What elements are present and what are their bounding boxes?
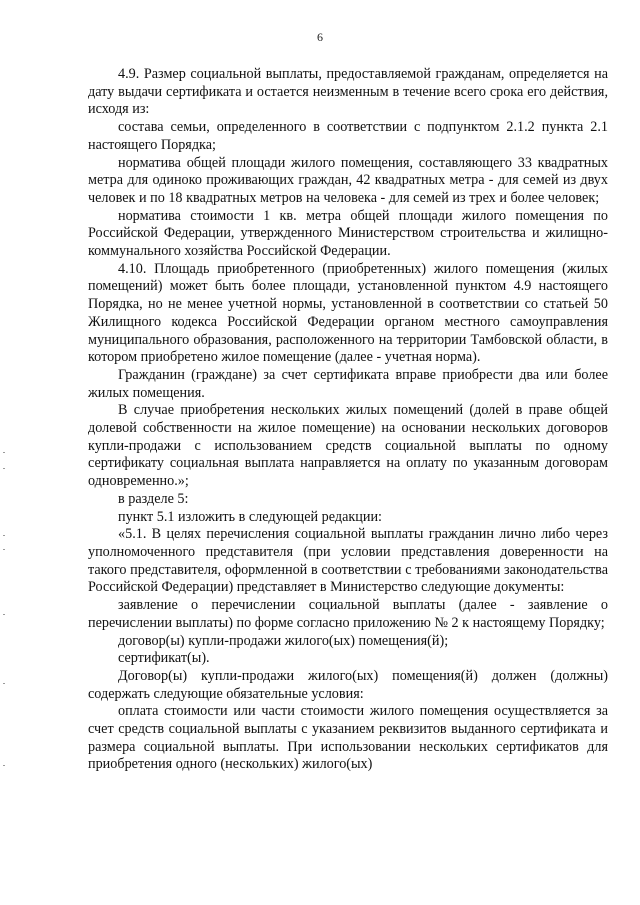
paragraph-5-1: «5.1. В целях перечисления социальной выплаты гражданин лично либо через уполномоченного представителя (при условии представления доверенности на такого представителя, оформленной в соответствии с требованиями законодательства Российской Федерации) представляет в Министерство следующие документы: (88, 526, 608, 596)
paragraph-certificate: сертификат(ы). (118, 650, 210, 667)
paragraph-contract-conditions: Договор(ы) купли-продажи жилого(ых) помещения(й) должен (должны) содержать следующие обязательные условия: (88, 667, 608, 702)
paragraph-family-composition: состава семьи, определенного в соответствии с подпунктом 2.1.2 пункта 2.1 настоящего Порядка; (88, 119, 608, 153)
paragraph-multiple-purchases: В случае приобретения нескольких жилых помещений (долей в праве общей долевой собственности на жилое помещение) на основании нескольких договоров купли-продажи с использованием средств социальной выплаты по одному сертификату социальная выплата направляется на оплату по указанным договорам одновременно.»; (88, 402, 608, 490)
paragraph-two-or-more: Гражданин (граждане) за счет сертификата вправе приобрести два или более жилых помещения. (88, 366, 608, 401)
paragraph-4-9: 4.9. Размер социальной выплаты, предоставляемой гражданам, определяется на дату выдачи сертификата и остается неизменным в течение всего срока его действия, исходя из: (88, 66, 608, 118)
paragraph-contract: договор(ы) купли-продажи жилого(ых) помещения(й); (118, 632, 449, 649)
paragraph-cost-standard: норматива стоимости 1 кв. метра общей площади жилого помещения по Российской Федерации, утвержденного Министерством строительства и жилищно-коммунального хозяйства Российской Федерации. (88, 207, 608, 260)
paragraph-section-5: в разделе 5: (118, 490, 189, 507)
paragraph-point-5-1-intro: пункт 5.1 изложить в следующей редакции: (118, 508, 382, 525)
scan-edge-marks (0, 0, 8, 905)
paragraph-area-standard: норматива общей площади жилого помещения, составляющего 33 квадратных метра для одиноко проживающих граждан, 42 квадратных метра - для семей из двух человек и по 18 квадратных метров на человека - для семей из трех и более человек; (88, 154, 608, 206)
page-number: 6 (317, 30, 323, 44)
document-body (88, 66, 608, 774)
paragraph-application: заявление о перечислении социальной выплаты (далее - заявление о перечислении выплаты) по форме согласно приложению № 2 к настоящему Порядку; (88, 597, 608, 631)
paragraph-payment-terms: оплата стоимости или части стоимости жилого помещения осуществляется за счет средств социальной выплаты с указанием реквизитов выданного сертификата и размера социальной выплаты. При использовании нескольких сертификатов для приобретения одного (нескольких) жилого(ых) (88, 703, 608, 773)
paragraph-4-10: 4.10. Площадь приобретенного (приобретенных) жилого помещения (жилых помещений) может быть более площади, установленной пунктом 4.9 настоящего Порядка, но не менее учетной нормы, установленной в соответствии со статьей 50 Жилищного кодекса Российской Федерации органом местного самоуправления муниципального образования, расположенного на территории Тамбовской области, в котором приобретено жилое помещение (далее - учетная норма). (88, 260, 608, 366)
